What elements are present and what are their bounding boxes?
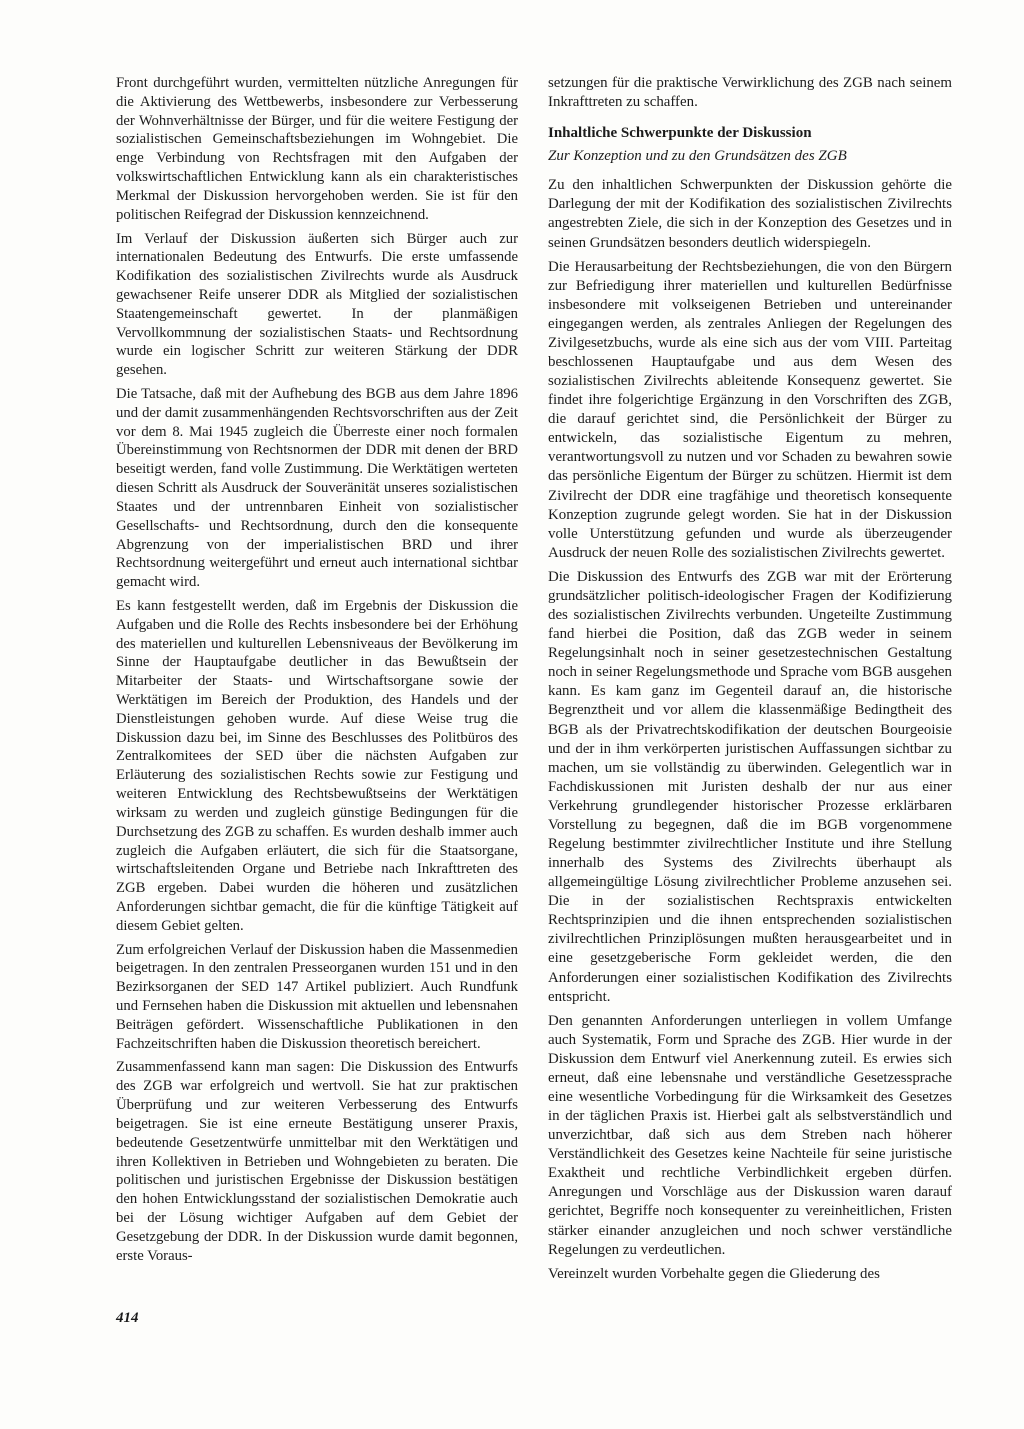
paragraph: Front durchgeführt wurden, vermittelten nützliche Anregungen für die Aktivierung des Wettbewerbs, insbesondere zur Verbesserung der Wohnverhältnisse der Bürger, und für die weitere Festigung der sozialistischen Gemeinschaftsbeziehungen im Wohngebiet. Die enge Verbindung von Rechtsfragen mit den Aufgaben der volkswirtschaftlichen Entwicklung kann als ein charakteristisches Merkmal der Diskussion hervorgehoben werden. Sie ist für den politischen Reifegrad der Diskussion kennzeichnend. bbox=[116, 75, 518, 223]
paragraph: Den genannten Anforderungen unterliegen in vollem Umfange auch Systematik, Form und Sprache des ZGB. Hier wurde in der Diskussion dem Entwurf viel Anerkennung zuteil. Es erwies sich erneut, daß eine lebensnahe und verständliche Gesetzessprache eine wesentliche Vorbedingung für die Wirksamkeit des Gesetzes in der täglichen Praxis ist. Hierbei galt als selbstverständlich und unverzichtbar, daß sich aus dem Streben nach höherer Verständlichkeit des Gesetzes keine Nachteile für seine juristische Exaktheit und rechtliche Verbindlichkeit ergeben dürfen. Anregungen und Vorschläge aus der Diskussion waren darauf gerichtet, Begriffe noch konsequenter zu vereinheitlichen, Fristen stärker einander anzugleichen und noch schwer verständliche Regelungen zu verdeutlichen. bbox=[548, 1012, 952, 1258]
paragraph: Zusammenfassend kann man sagen: Die Diskussion des Entwurfs des ZGB war erfolgreich und wertvoll. Sie hat zur praktischen Überprüfung und zur weiteren Verbesserung des Entwurfs beigetragen. Sie ist eine erneute Bestätigung unserer Praxis, bedeutende Gesetzentwürfe unmittelbar mit den Werktätigen und ihren Kollektiven in Betrieben und Wohngebieten zu beraten. Die politischen und juristischen Ergebnisse der Diskussion bestätigen den hohen Entwicklungsstand der sozialistischen Demokratie auch bei der Lösung wichtiger Aufgaben auf dem Gebiet der Gesetzgebung der DDR. In der Diskussion wurde damit begonnen, erste Voraus- bbox=[116, 1059, 518, 1264]
section-heading: Inhaltliche Schwerpunkte der Diskussion bbox=[548, 125, 812, 142]
paragraph: Die Diskussion des Entwurfs des ZGB war mit der Erörterung grundsätzlicher politisch-ideologischer Fragen der Kodifizierung des sozialistischen Zivilrechts verbunden. Ungeteilte Zustimmung fand hierbei die Position, daß das ZGB weder in seinem Regelungsinhalt noch in seiner gesetzestechnischen Gestaltung noch in seiner Regelungsmethode und Sprache vom BGB ausgehen kann. Es kam ganz im Gegenteil darauf an, die historische Begrenztheit und vor allem die klassenmäßige Bedingtheit des BGB als der Privatrechtskodifikation der deutschen Bourgeoisie und der in ihm verkörperten juristischen Auffassungen sichtbar zu machen, um sie vollständig zu überwinden. Gelegentlich war in Fachdiskussionen mit Juristen deshalb der nur aus einer Verkehrung grundlegender historischer Prozesse erklärbaren Vorstellung zu begegnen, daß die im BGB vorgenommene Regelung bestimmter zivilrechtlicher Institute und ihre Stellung innerhalb des Systems des Zivilrechts überhaupt als allgemeingültige Lösung zivilrechtlicher Probleme anzusehen sei. Die in der sozialistischen Rechtspraxis entwickelten Rechtsprinzipien und die ihnen entsprechenden sozialistischen zivilrechtlichen Prinziplösungen mußten herausgearbeitet und in eine gesetzgeberische Form gekleidet werden, die den Anforderungen einer sozialistischen Kodifikation des Zivilrechts entspricht. bbox=[548, 568, 952, 1005]
paragraph: Zu den inhaltlichen Schwerpunkten der Diskussion gehörte die Darlegung der mit der Kodifikation des sozialistischen Zivilrechts angestrebten Ziele, die sich in der Konzeption des Gesetzes und in seinen Grundsätzen besonders deutlich widerspiegeln. bbox=[548, 177, 952, 251]
paragraph: Zum erfolgreichen Verlauf der Diskussion haben die Massenmedien beigetragen. In den zentralen Presseorganen wurden 151 und in den Bezirksorganen der SED 147 Artikel publiziert. Auch Rundfunk und Fernsehen haben die Diskussion mit aktuellen und lebensnahen Beiträgen gefördert. Wissenschaftliche Publikationen in den Fachzeitschriften haben die Diskussion theoretisch bereichert. bbox=[116, 941, 518, 1052]
paragraph: Die Herausarbeitung der Rechtsbeziehungen, die von den Bürgern zur Befriedigung ihrer materiellen und kulturellen Bedürfnisse insbesondere mit volkseigenen Betrieben und untereinander eingegangen werden, als zentrales Anliegen der Regelungen des Zivilgesetzbuchs, wurde als eine sich aus der vom VIII. Parteitag beschlossenen Hauptaufgabe und aus dem Wesen des sozialistischen Zivilrechts ableitende Konsequenz gewertet. Sie findet ihre folgerichtige Ergänzung in den Vorschriften des ZGB, die darauf gerichtet sind, die Persönlichkeit der Bürger zu entwickeln, das sozialistische Eigentum zu mehren, verantwortungsvoll zu nutzen und vor Schaden zu bewahren sowie das persönliche Eigentum der Bürger zu schützen. Hiermit ist dem Zivilrecht der DDR eine tragfähige und theoretisch konsequente Konzeption zugrunde gelegt worden. Sie hat in der Diskussion volle Unterstützung gefunden und wurde als überzeugender Ausdruck der neuen Rolle des sozialistischen Zivilrechts gewertet. bbox=[548, 258, 952, 561]
paragraph: Vereinzelt wurden Vorbehalte gegen die Gliederung des bbox=[548, 1265, 880, 1282]
page-number: 414 bbox=[116, 1310, 139, 1326]
paragraph: Es kann festgestellt werden, daß im Ergebnis der Diskussion die Aufgaben und die Rolle des Rechts insbesondere bei der Erhöhung des materiellen und kulturellen Lebensniveaus der Bevölkerung im Sinne der Hauptaufgabe deutlicher in das Bewußtsein der Mitarbeiter der Staats- und Wirtschaftsorgane sowie der Werktätigen im Bereich der Produktion, des Handels und der Dienstleistungen gehoben wurde. Auf diese Weise trug die Diskussion dazu bei, im Sinne des Beschlusses des Politbüros des Zentralkomitees der SED über die nächsten Aufgaben zur Erläuterung des sozialistischen Rechts sowie zur Festigung und weiteren Entwicklung des Rechtsbewußtseins der Werktätigen wirksam zu werden und zugleich günstige Bedingungen für die Durchsetzung des ZGB zu schaffen. Es wurden deshalb immer auch zugleich die Aufgaben erläutert, die sich für die Staatsorgane, wirtschaftsleitenden Organe und Betriebe nach Inkrafttreten des ZGB ergeben. Dabei wurden die höheren und zusätzlichen Anforderungen sichtbar gemacht, die für die künftige Tätigkeit auf diesem Gebiet gelten. bbox=[116, 597, 518, 934]
paragraph: setzungen für die praktische Verwirklichung des ZGB nach seinem Inkrafttreten zu schaffen. bbox=[548, 75, 952, 111]
paragraph: Die Tatsache, daß mit der Aufhebung des BGB aus dem Jahre 1896 und der damit zusammenhängenden Rechtsvorschriften aus der Zeit vor dem 8. Mai 1945 zugleich die Überreste einer noch formalen Übereinstimmung von Rechtsnormen der DDR mit denen der BRD beseitigt werden, fand volle Zustimmung. Die Werktätigen werteten diesen Schritt als Ausdruck der Souveränität unseres sozialistischen Staates und der untrennbaren Einheit von sozialistischer Gesellschafts- und Rechtsordnung, durch den die konsequente Abgrenzung von der imperialistischen BRD und ihrer Rechtsordnung weitergeführt und erneut auch international sichtbar gemacht wird. bbox=[116, 386, 518, 591]
paragraph: Im Verlauf der Diskussion äußerten sich Bürger auch zur internationalen Bedeutung des Entwurfs. Die erste umfassende Kodifikation des sozialistischen Zivilrechts wurde als Ausdruck gewachsener Reife unserer DDR als Mitglied der sozialistischen Staatengemeinschaft gewertet. In der planmäßigen Vervollkommnung der sozialistischen Staats- und Rechtsordnung wurde ein logischer Schritt zur weiteren Stärkung der DDR gesehen. bbox=[116, 230, 518, 379]
section-subheading: Zur Konzeption und zu den Grundsätzen des ZGB bbox=[548, 148, 847, 165]
left-column bbox=[116, 74, 518, 1270]
right-column bbox=[548, 74, 952, 1289]
